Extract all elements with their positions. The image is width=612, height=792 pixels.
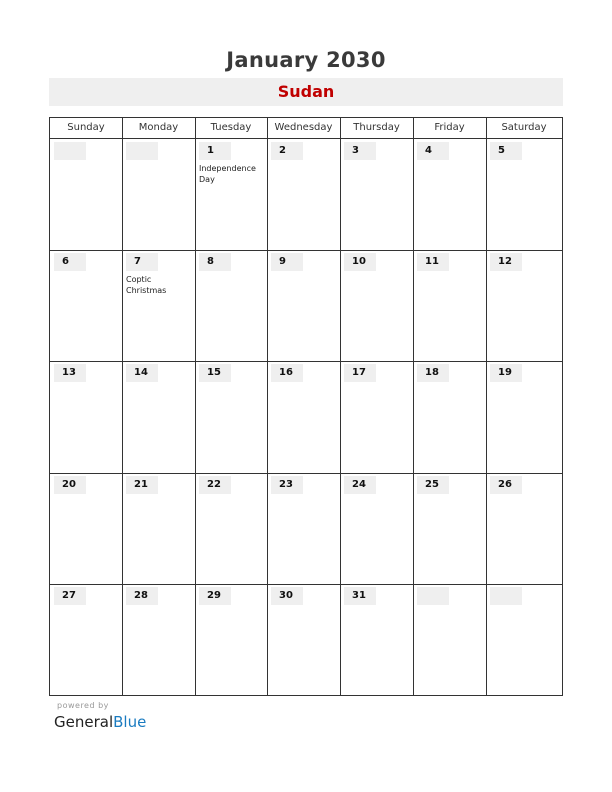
day-number: 12 — [490, 253, 522, 271]
day-cell[interactable] — [122, 361, 195, 472]
column-divider — [195, 118, 196, 695]
day-cell[interactable] — [413, 139, 486, 250]
day-cell[interactable] — [122, 250, 195, 361]
day-number: 20 — [54, 476, 86, 494]
day-number: 18 — [417, 364, 449, 382]
day-cell[interactable] — [122, 584, 195, 695]
column-divider — [486, 118, 487, 695]
weekday-header-tuesday: Tuesday — [210, 122, 252, 133]
day-number: 31 — [344, 587, 376, 605]
day-cell[interactable] — [195, 584, 267, 695]
generalblue-logo[interactable] — [54, 713, 146, 731]
calendar-grid — [49, 117, 563, 696]
day-cell[interactable] — [195, 473, 267, 584]
day-number: 28 — [126, 587, 158, 605]
weekday-header-wednesday: Wednesday — [274, 122, 333, 133]
day-number: 3 — [344, 142, 376, 160]
day-cell[interactable] — [122, 473, 195, 584]
day-cell[interactable] — [195, 139, 267, 250]
country-name: Sudan — [277, 82, 335, 101]
day-cell[interactable] — [486, 250, 562, 361]
day-number: 22 — [199, 476, 231, 494]
day-cell[interactable] — [413, 584, 486, 695]
day-number: 19 — [490, 364, 522, 382]
weekday-header-monday: Monday — [138, 122, 179, 133]
day-number: 24 — [344, 476, 376, 494]
column-divider — [340, 118, 341, 695]
column-divider — [413, 118, 414, 695]
day-number: 11 — [417, 253, 449, 271]
day-number — [490, 587, 522, 605]
day-number: 14 — [126, 364, 158, 382]
row-divider — [50, 250, 562, 251]
day-number: 13 — [54, 364, 86, 382]
day-number — [126, 142, 158, 160]
row-divider — [50, 584, 562, 585]
day-cell[interactable] — [267, 361, 340, 472]
day-number: 4 — [417, 142, 449, 160]
day-number: 27 — [54, 587, 86, 605]
weekday-header-sunday: Sunday — [67, 122, 105, 133]
row-divider — [50, 473, 562, 474]
day-number: 21 — [126, 476, 158, 494]
day-number: 2 — [271, 142, 303, 160]
day-cell[interactable] — [340, 250, 413, 361]
day-number: 8 — [199, 253, 231, 271]
brand-general: General — [54, 713, 114, 731]
day-number — [417, 587, 449, 605]
calendar-title: January 2030 — [226, 48, 386, 72]
day-number: 6 — [54, 253, 86, 271]
holiday-label: Independence Day — [199, 164, 256, 184]
day-number: 30 — [271, 587, 303, 605]
day-number: 7 — [126, 253, 158, 271]
day-cell[interactable] — [340, 473, 413, 584]
day-cell[interactable] — [122, 139, 195, 250]
brand-blue: Blue — [113, 713, 147, 731]
day-number — [54, 142, 86, 160]
day-number: 10 — [344, 253, 376, 271]
day-cell[interactable] — [50, 473, 122, 584]
country-banner — [49, 78, 563, 106]
weekday-header-thursday: Thursday — [353, 122, 400, 133]
day-cell[interactable] — [195, 361, 267, 472]
day-cell[interactable] — [340, 139, 413, 250]
weekday-header-saturday: Saturday — [501, 122, 547, 133]
column-divider — [267, 118, 268, 695]
day-cell[interactable] — [50, 361, 122, 472]
day-cell[interactable] — [486, 361, 562, 472]
day-cell[interactable] — [413, 473, 486, 584]
day-cell[interactable] — [486, 584, 562, 695]
day-cell[interactable] — [413, 361, 486, 472]
day-number: 5 — [490, 142, 522, 160]
day-number: 1 — [199, 142, 231, 160]
day-cell[interactable] — [50, 250, 122, 361]
day-cell[interactable] — [486, 139, 562, 250]
day-cell[interactable] — [50, 584, 122, 695]
day-number: 26 — [490, 476, 522, 494]
column-divider — [122, 118, 123, 695]
day-cell[interactable] — [50, 139, 122, 250]
day-cell[interactable] — [195, 250, 267, 361]
weekday-header-friday: Friday — [434, 122, 465, 133]
day-number: 15 — [199, 364, 231, 382]
day-cell[interactable] — [413, 250, 486, 361]
day-cell[interactable] — [340, 584, 413, 695]
day-number: 29 — [199, 587, 231, 605]
holiday-label: Coptic Christmas — [126, 275, 167, 296]
day-cell[interactable] — [267, 473, 340, 584]
day-number: 9 — [271, 253, 303, 271]
day-cell[interactable] — [267, 250, 340, 361]
day-cell[interactable] — [486, 473, 562, 584]
row-divider — [50, 361, 562, 362]
day-cell[interactable] — [340, 361, 413, 472]
day-number: 25 — [417, 476, 449, 494]
day-cell[interactable] — [267, 584, 340, 695]
day-number: 16 — [271, 364, 303, 382]
day-number: 17 — [344, 364, 376, 382]
day-cell[interactable] — [267, 139, 340, 250]
powered-by-label: powered by — [57, 701, 109, 710]
day-number: 23 — [271, 476, 303, 494]
